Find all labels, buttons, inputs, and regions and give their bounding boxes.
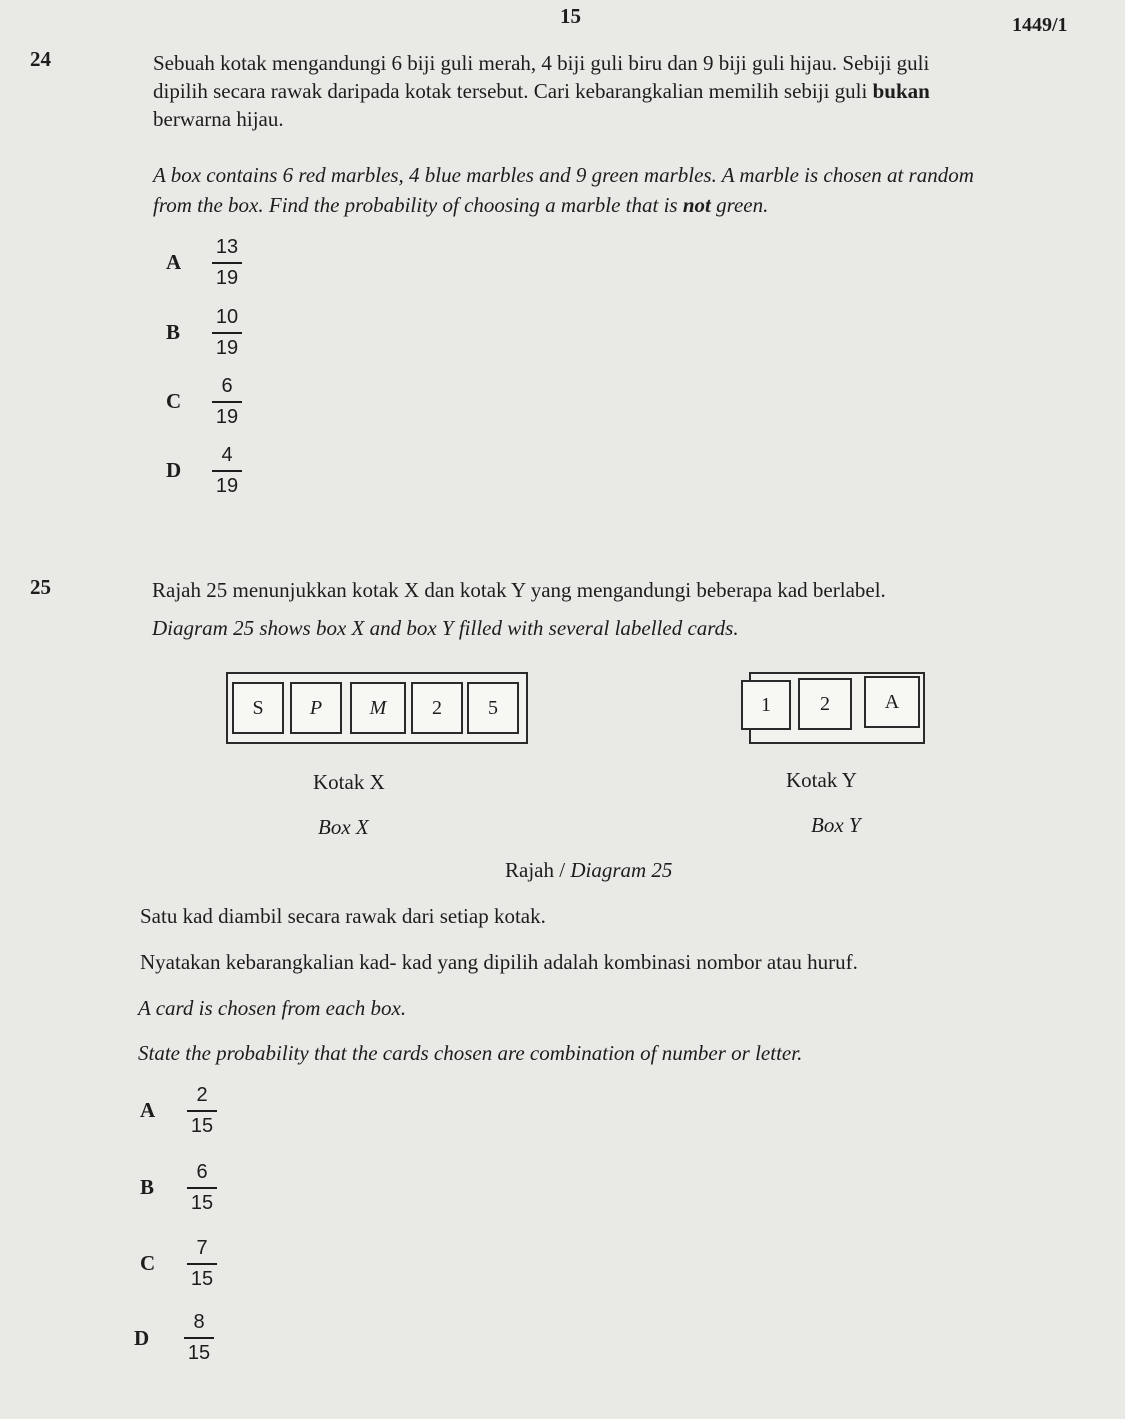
q25-option-c-fraction xyxy=(187,1236,217,1291)
q25-option-c-letter: C xyxy=(140,1251,156,1275)
q24-option-b-letter: B xyxy=(166,320,181,344)
q25-malay-stem: Rajah 25 menunjukkan kotak X dan kotak Y yang mengandungi beberapa kad berlabel. xyxy=(152,578,886,602)
q24-option-a-fraction xyxy=(212,235,242,290)
fraction-bar xyxy=(187,1263,217,1265)
q25-option-b-letter: B xyxy=(140,1175,155,1199)
denominator: 19 xyxy=(215,475,239,497)
box-y-label-malay: Kotak Y xyxy=(786,768,857,792)
box-y-card: A xyxy=(864,676,920,728)
q24-english-line-2 xyxy=(153,192,1083,218)
q24-english-line-2b: green. xyxy=(716,193,769,217)
fraction-bar xyxy=(212,401,242,403)
q24-malay-line-2 xyxy=(153,78,1073,104)
denominator: 19 xyxy=(215,337,239,359)
denominator: 15 xyxy=(187,1342,211,1364)
q24-english-line-1: A box contains 6 red marbles, 4 blue marbles and 9 green marbles. A marble is chosen at random xyxy=(153,163,974,187)
fraction-bar xyxy=(212,470,242,472)
diagram-caption xyxy=(505,858,672,883)
q24-option-b-fraction xyxy=(212,305,242,360)
denominator: 15 xyxy=(190,1115,214,1137)
q24-option-a-letter: A xyxy=(166,250,182,274)
q24-malay-line-2-text: dipilih secara rawak daripada kotak tersebut. Cari kebarangkalian memilih sebiji guli xyxy=(153,79,868,103)
box-x-card: M xyxy=(350,682,406,734)
question-25-number: 25 xyxy=(30,575,51,599)
q25-option-a-letter: A xyxy=(140,1098,156,1122)
box-y-label-english: Box Y xyxy=(811,813,861,837)
denominator: 19 xyxy=(215,406,239,428)
q24-malay-bold-word: bukan xyxy=(872,79,930,103)
fraction-bar xyxy=(212,332,242,334)
q24-option-c-letter: C xyxy=(166,389,182,413)
box-x-card: P xyxy=(290,682,342,734)
q24-malay-line-3: berwarna hijau. xyxy=(153,107,284,131)
q25-english-instruction-1: A card is chosen from each box. xyxy=(138,996,407,1020)
numerator: 10 xyxy=(215,306,239,328)
q24-english-bold-not: not xyxy=(682,193,711,217)
numerator: 7 xyxy=(196,1237,208,1259)
box-x-label-english: Box X xyxy=(318,815,369,839)
numerator: 8 xyxy=(193,1311,205,1333)
fraction-bar xyxy=(184,1337,214,1339)
q25-english-stem: Diagram 25 shows box X and box Y filled with several labelled cards. xyxy=(152,616,739,640)
numerator: 6 xyxy=(196,1161,208,1183)
q25-option-b-fraction xyxy=(187,1160,217,1215)
q24-malay-line-1: Sebuah kotak mengandungi 6 biji guli merah, 4 biji guli biru dan 9 biji guli hijau. Sebiji guli xyxy=(153,51,930,75)
box-x-card: 5 xyxy=(467,682,519,734)
box-y-card: 2 xyxy=(798,678,852,730)
q25-option-a-fraction xyxy=(187,1083,217,1138)
q24-english-line-2a: from the box. Find the probability of choosing a marble that is xyxy=(153,193,678,217)
q25-malay-instruction-1: Satu kad diambil secara rawak dari setiap kotak. xyxy=(140,904,546,928)
denominator: 19 xyxy=(215,267,239,289)
box-x-card: 2 xyxy=(411,682,463,734)
box-x-card: S xyxy=(232,682,284,734)
denominator: 15 xyxy=(190,1268,214,1290)
question-24-number: 24 xyxy=(30,47,51,71)
box-x-label-malay: Kotak X xyxy=(313,770,385,794)
numerator: 2 xyxy=(196,1084,208,1106)
q24-option-c-fraction xyxy=(212,374,242,429)
fraction-bar xyxy=(187,1187,217,1189)
denominator: 15 xyxy=(190,1192,214,1214)
page-number: 15 xyxy=(560,4,581,28)
diagram-caption-malay: Rajah / xyxy=(505,858,566,882)
q25-malay-instruction-2: Nyatakan kebarangkalian kad- kad yang dipilih adalah kombinasi nombor atau huruf. xyxy=(140,950,858,974)
diagram-caption-english: Diagram 25 xyxy=(570,858,673,882)
box-y-card: 1 xyxy=(741,680,791,730)
numerator: 13 xyxy=(215,236,239,258)
q25-option-d-fraction xyxy=(184,1310,214,1365)
q25-option-d-letter: D xyxy=(134,1326,150,1350)
fraction-bar xyxy=(187,1110,217,1112)
q24-option-d-fraction xyxy=(212,443,242,498)
paper-code: 1449/1 xyxy=(1012,14,1068,36)
q24-option-d-letter: D xyxy=(166,458,182,482)
fraction-bar xyxy=(212,262,242,264)
q25-english-instruction-2: State the probability that the cards chosen are combination of number or letter. xyxy=(138,1041,803,1065)
numerator: 4 xyxy=(221,444,233,466)
numerator: 6 xyxy=(221,375,233,397)
